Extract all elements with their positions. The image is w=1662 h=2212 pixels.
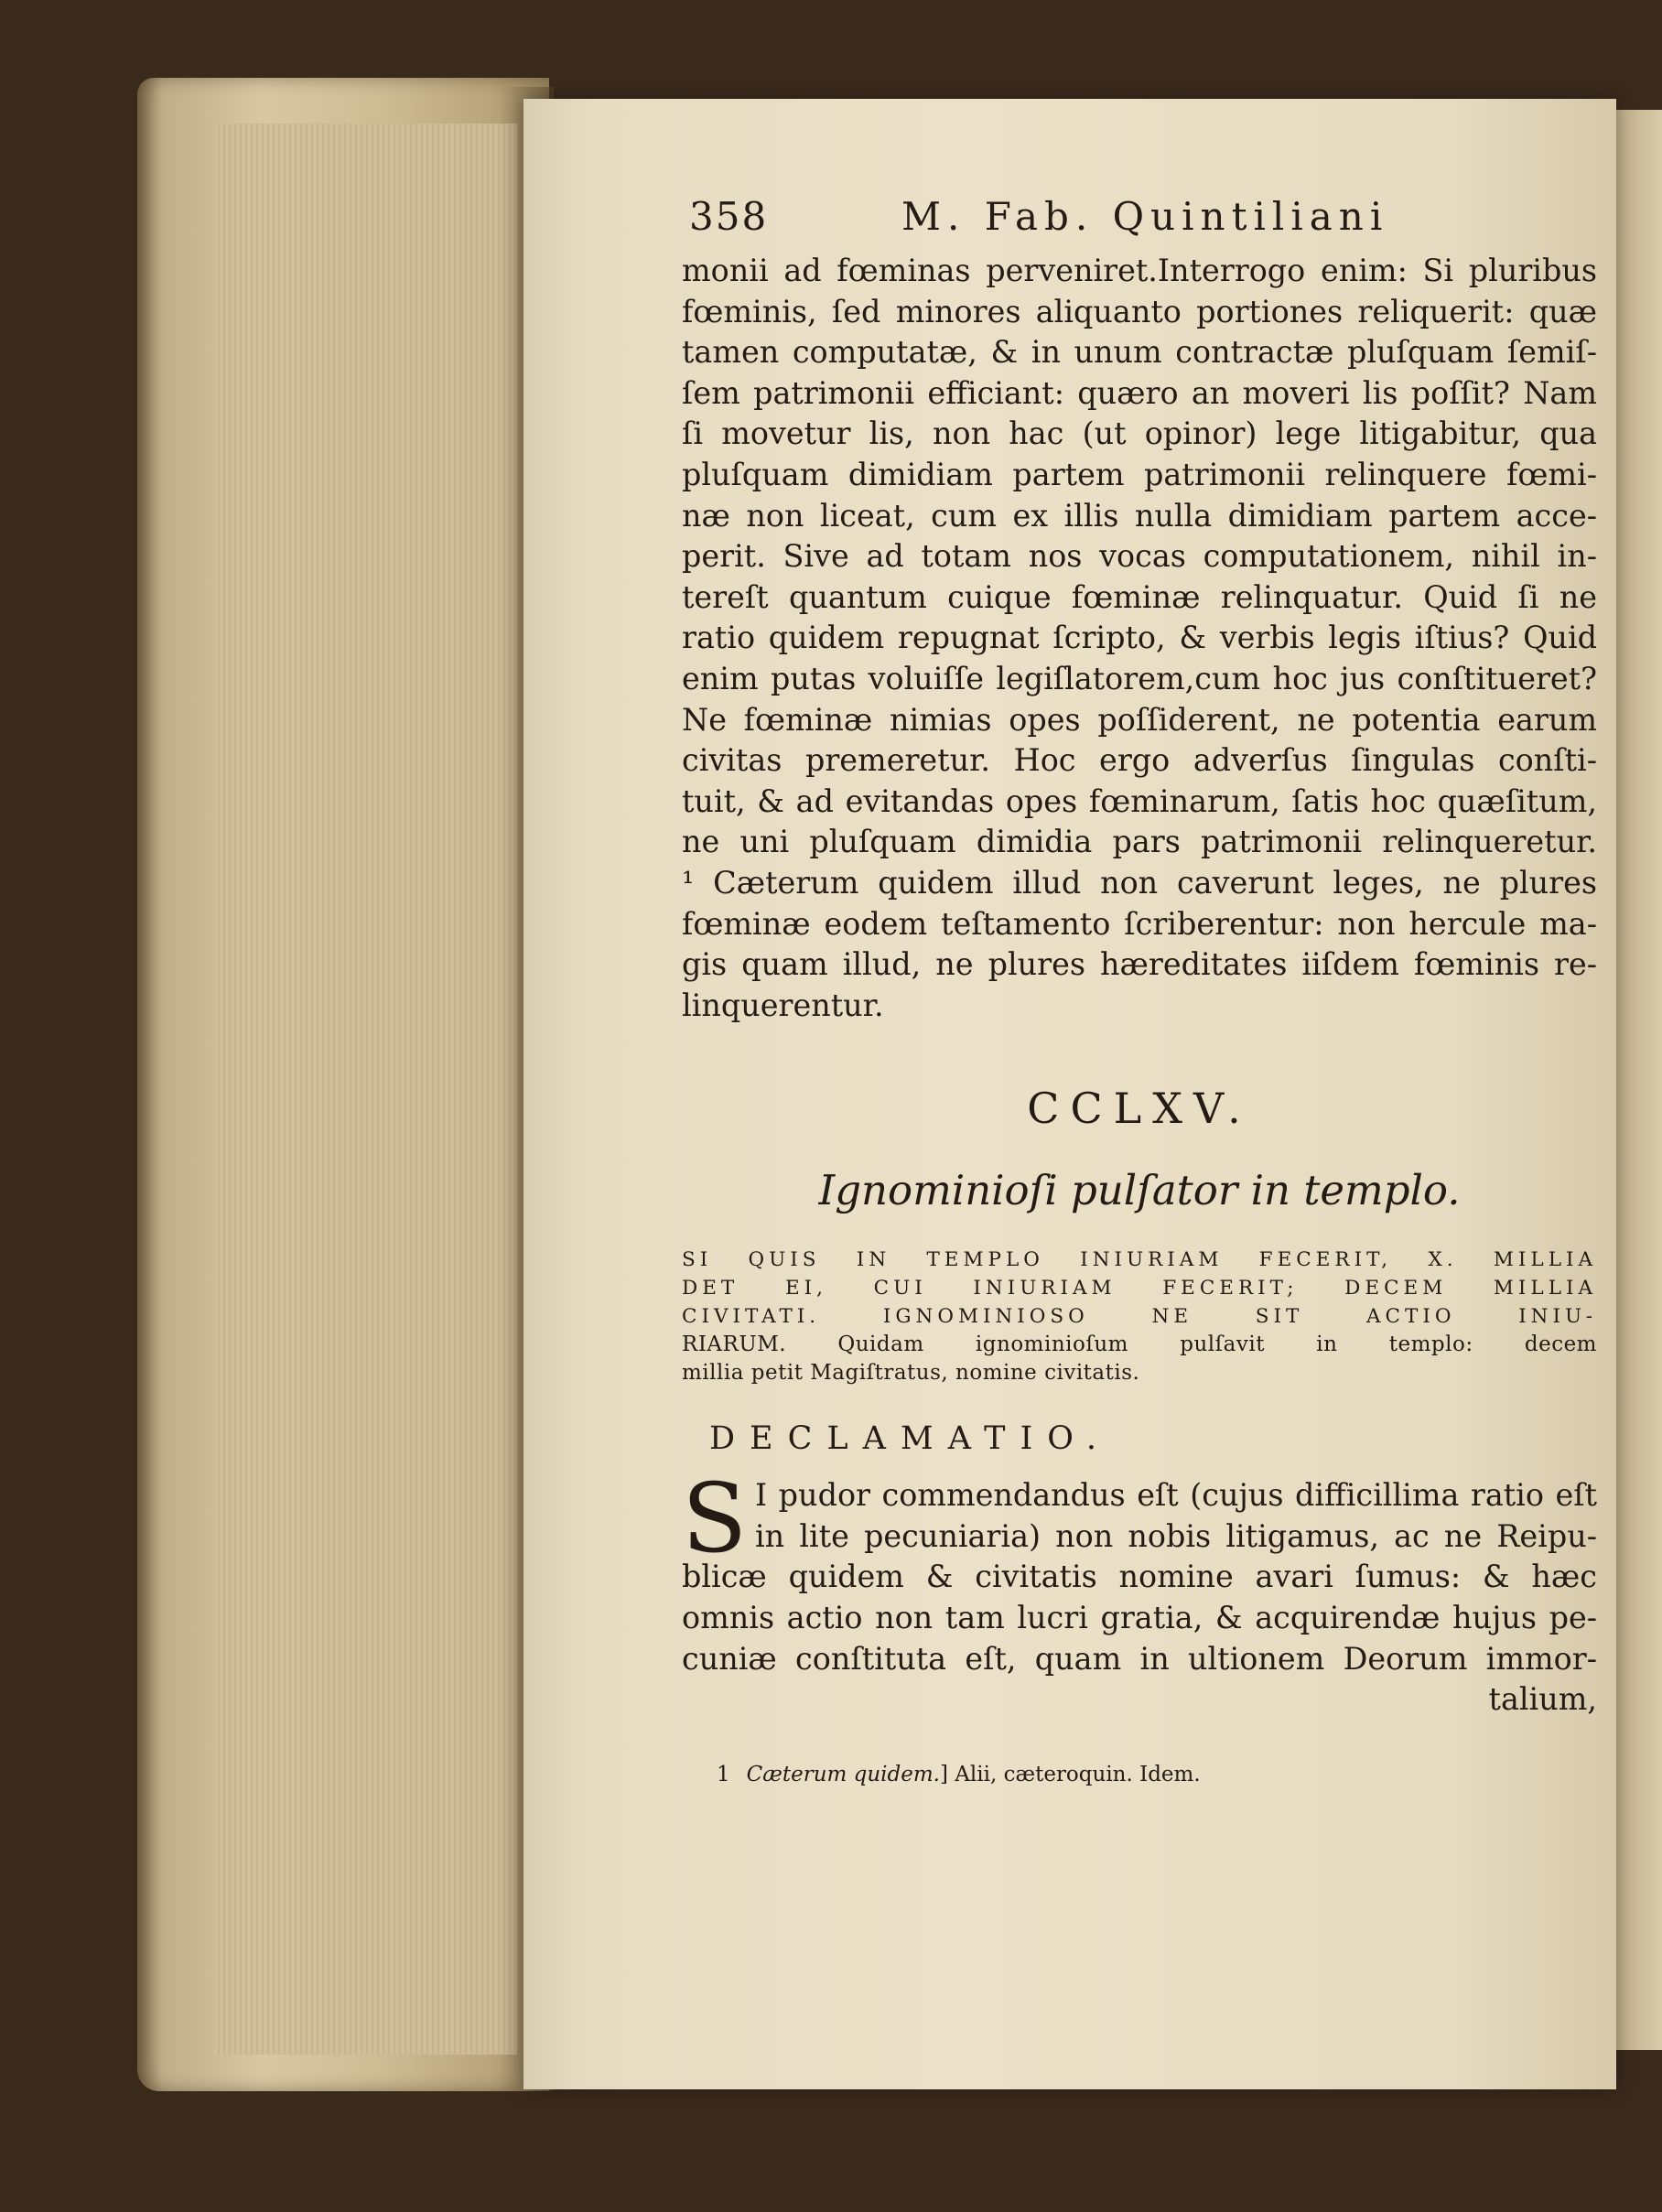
text-line: ratio quidem repugnat ſcripto, & verbis legis iſtius? Quid	[682, 620, 1597, 656]
text-line: cuniæ conſtituta eſt, quam in ultionem Deorum immor-	[682, 1640, 1597, 1677]
text-line: blicæ quidem & civitatis nomine avari ſumus: & hæc	[682, 1559, 1597, 1595]
text-line: tuit, & ad evitandas opes fœminarum, ſatis hoc quæſitum,	[682, 782, 1597, 819]
footnote-lemma: Cæterum quidem.	[746, 1762, 940, 1786]
declamatio-text	[682, 1462, 1597, 1721]
page-stack	[215, 124, 517, 2055]
running-head	[682, 194, 1597, 251]
lex-statement	[682, 1246, 1597, 1387]
text-line: Ne fœminæ nimias opes poſſiderent, ne potentia earum	[682, 701, 1597, 738]
text-line: in lite pecuniaria) non nobis litigamus, ac ne Reipu-	[755, 1517, 1597, 1554]
text-line: I pudor commendandus eſt (cujus difficillima ratio eſt	[755, 1477, 1597, 1514]
body-text	[682, 251, 1597, 1026]
text-line: omnis actio non tam lucri gratia, & acquirendæ hujus pe-	[682, 1600, 1597, 1636]
text-line: enim putas voluiſſe legiſlatorem,cum hoc jus conſtitueret?	[682, 660, 1597, 696]
section-title: Ignominioſi pulſator in templo.	[818, 1166, 1461, 1215]
text-line: ne uni pluſquam dimidia pars patrimonii relinqueretur.	[682, 824, 1597, 860]
footnote	[682, 1761, 1597, 1788]
facing-page-edge	[1616, 110, 1662, 2050]
lex-line: SI QUIS IN TEMPLO INIURIAM FECERIT, X. MILLIA	[682, 1248, 1597, 1272]
section-number: CCLXV.	[1027, 1084, 1252, 1134]
case-line: RIARUM. Quidam ignominioſum pulſavit in templo: decem	[682, 1333, 1597, 1357]
text-line: tereſt quantum cuique fœminæ relinquatur. Quid ſi ne	[682, 578, 1597, 615]
page-text	[682, 194, 1597, 1788]
text-line: ¹ Cæterum quidem illud non caverunt leges, ne plures	[682, 864, 1597, 901]
text-line: næ non liceat, cum ex illis nulla dimidiam partem acce-	[682, 497, 1597, 534]
text-line: perit. Sive ad totam nos vocas computationem, nihil in-	[682, 538, 1597, 575]
text-line: fœminæ eodem teſtamento ſcriberentur: non hercule ma-	[682, 905, 1597, 942]
case-line: millia petit Magiſtratus, nomine civitatis.	[682, 1361, 1140, 1386]
catchword: talium,	[1488, 1681, 1597, 1718]
page-number: 358	[689, 194, 769, 239]
text-line: ſi movetur lis, non hac (ut opinor) lege litigabitur, qua	[682, 415, 1597, 452]
footnote-mark: 1	[717, 1762, 730, 1786]
text-line: gis quam illud, ne plures hæreditates iiſdem fœminis re-	[682, 946, 1597, 983]
declamatio-heading: DECLAMATIO.	[709, 1420, 1112, 1458]
drop-cap: S	[682, 1462, 748, 1575]
footnote-text: ] Alii, cæteroquin. Idem.	[940, 1762, 1201, 1786]
lex-line: CIVITATI. IGNOMINIOSO NE SIT ACTIO INIU-	[682, 1305, 1597, 1329]
text-line: tamen computatæ, & in unum contractæ pluſquam ſemiſ-	[682, 334, 1597, 371]
running-title: M. Fab. Quintiliani	[901, 194, 1389, 239]
text-line: ſem patrimonii efficiant: quæro an moveri lis poſſit? Nam	[682, 374, 1597, 411]
text-line: pluſquam dimidiam partem patrimonii relinquere fœmi-	[682, 456, 1597, 492]
text-line: monii ad fœminas perveniret.Interrogo enim: Si pluribus	[682, 253, 1597, 288]
text-line: fœminis, ſed minores aliquanto portiones reliquerit: quæ	[682, 293, 1597, 329]
text-line: civitas premeretur. Hoc ergo adverſus ſingulas conſti-	[682, 742, 1597, 779]
lex-line: DET EI, CUI INIURIAM FECERIT; DECEM MILLIA	[682, 1277, 1597, 1300]
text-line: linquerentur.	[682, 987, 884, 1023]
